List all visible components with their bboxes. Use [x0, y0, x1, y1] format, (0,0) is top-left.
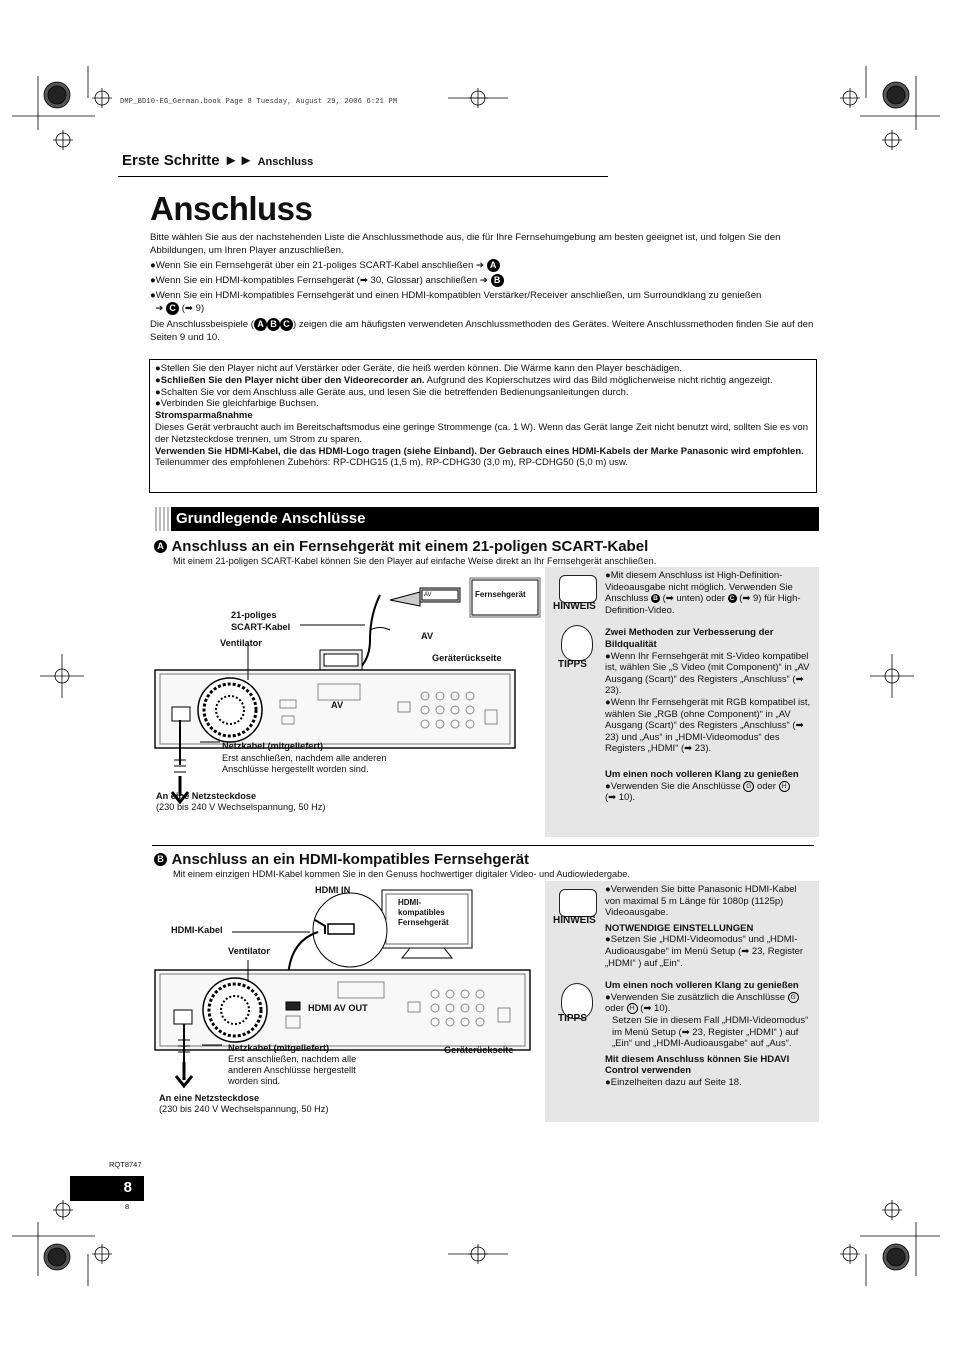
breadcrumb-rule	[118, 176, 608, 177]
power-title: Stromsparmaßnahme	[155, 410, 253, 422]
section-bar	[155, 507, 819, 531]
letter-a-badge: A	[154, 540, 167, 553]
sidebox-b	[545, 881, 819, 1122]
av-label-player: AV	[331, 700, 344, 710]
scart-cable-label-2: SCART-Kabel	[231, 622, 291, 632]
tipps-label-a: TIPPS	[558, 659, 587, 670]
intro	[150, 231, 820, 346]
power-cable-label-b: Netzkabel (mitgeliefert)	[228, 1043, 330, 1053]
outlet-label-b: An eine Netzsteckdose	[159, 1093, 260, 1103]
sound-b-1: ●Verwenden Sie zusätzlich die Anschlüsse G oder H (➡ 10).	[605, 992, 813, 1015]
scart-cable-label-1: 21-poliges	[231, 610, 277, 620]
intro-text: Bitte wählen Sie aus der nachstehenden Liste die Anschlussmethode aus, die für Ihre Fernsehumgebung am besten geeignet ist, und folgen Sie den Abbildungen, um Ihren Player anzuschließen.	[150, 232, 781, 256]
intro-bullet-c: ●Wenn Sie ein HDMI-kompatibles Fernsehgerät und einen HDMI-kompatiblen Verstärker/Receiver anschließen, um Surroundklang zu genießen ➔ C (➡ 9)	[150, 290, 762, 315]
tips-a-1: ●Wenn Ihr Fernsehgerät mit S-Video kompatibel ist, wählen Sie „S Video (mit Component)“ in „AV Ausgang (Scart)“ des Registers „Anschluss“ (➡ 23).	[605, 650, 810, 697]
sidebox-b-text	[605, 884, 813, 1089]
rear-label-b: Geräterückseite	[444, 1045, 514, 1055]
file-header: DMP_BD10-EG_German.book Page 8 Tuesday, August 29, 2006 6:21 PM	[120, 98, 398, 106]
section-b-desc: Mit einem einzigen HDMI-Kabel kommen Sie in den Genuss hochwertiger digitaler Video- und Audiowiedergabe.	[173, 869, 630, 879]
hdmi-out-label: HDMI AV OUT	[308, 1003, 368, 1013]
sound-b-title: Um einen noch volleren Klang zu genießen	[605, 980, 799, 992]
hdavi-title: Mit diesem Anschluss können Sie HDAVI Control verwenden	[605, 1053, 790, 1077]
letter-b-badge: B	[154, 853, 167, 866]
sidebox-a	[545, 567, 819, 837]
hdmi-note: Verwenden Sie HDMI-Kabel, die das HDMI-Logo tragen (siehe Einband). Der Gebrauch eines HDMI-Kabels der Marke Panasonic wird empfohlen.	[155, 445, 804, 457]
breadcrumb-main: Erste Schritte	[122, 152, 220, 169]
hdmi-in-label: HDMI IN	[315, 885, 351, 895]
warning-box	[149, 359, 817, 493]
sound-a-title: Um einen noch volleren Klang zu genießen	[605, 768, 799, 780]
settings-title: NOTWENDIGE EINSTELLUNGEN	[605, 922, 754, 934]
outlet-note-b: (230 bis 240 V Wechselspannung, 50 Hz)	[159, 1104, 329, 1114]
power-cable-label-a: Netzkabel (mitgeliefert)	[222, 741, 324, 751]
hint-icon-b	[559, 889, 597, 917]
page-title: Anschluss	[150, 190, 313, 227]
page-number-small: 8	[125, 1202, 130, 1211]
fan-label-b: Ventilator	[228, 946, 270, 956]
tv-b-label-2: kompatibles	[398, 908, 445, 917]
power-cable-note-b-2: anderen Anschlüsse hergestellt	[228, 1065, 356, 1075]
sidebox-a-text	[605, 570, 813, 804]
section-a-desc: Mit einem 21-poligen SCART-Kabel können Sie den Player auf einfache Weise direkt an Ihr Fernsehgerät anschließen.	[173, 556, 657, 566]
power-cable-note-b-3: worden sind.	[228, 1076, 281, 1086]
tips-a-2: ●Wenn Ihr Fernsehgerät mit RGB kompatibel ist, wählen Sie „RGB (ohne Component)“ in „AV Ausgang (Scart)“ des Registers „Anschluss“ (➡ 23) und „Aus“ in „HDMI-Videomodus“ des Registers „HDMI“ (➡ 23).	[605, 696, 811, 755]
hint-b-text: ●Verwenden Sie bitte Panasonic HDMI-Kabel von maximal 5 m Länge für 1080p (1125p) Videoausgabe.	[605, 884, 797, 919]
intro-bullet-b: ●Wenn Sie ein HDMI-kompatibles Fernsehgerät (➡ 30, Glossar) anschließen ➔ B	[150, 274, 820, 287]
page-number-box	[70, 1176, 144, 1201]
tv-b-label-3: Fernsehgerät	[398, 918, 449, 927]
power-cable-note-b-1: Erst anschließen, nachdem alle	[228, 1054, 357, 1064]
hdmi-cable-label: HDMI-Kabel	[171, 925, 223, 935]
section-bar-stripes	[155, 507, 171, 531]
tv-label: Fernsehgerät	[475, 590, 526, 599]
sound-a-1: ●Verwenden Sie die Anschlüsse G oder H (➡ 10).	[605, 781, 813, 804]
tv-b-label-1: HDMI-	[398, 898, 422, 907]
rear-label-a: Geräterückseite	[432, 653, 502, 663]
hint-a-text: ●Mit diesem Anschluss ist High-Definition-Videoausgabe nicht möglich. Verwenden Sie Anschluss B (➡ unten) oder C (➡ 9) für High-Definition-Video.	[605, 570, 801, 616]
outlet-note-a: (230 bis 240 V Wechselspannung, 50 Hz)	[156, 802, 326, 812]
power-cable-note-a-1: Erst anschließen, nachdem alle anderen	[222, 753, 387, 763]
document-code: RQT8747	[109, 1160, 142, 1169]
tipps-label-b: TIPPS	[558, 1013, 587, 1024]
hint-label-b: HINWEIS	[553, 915, 596, 926]
outlet-label-a: An eine Netzsteckdose	[156, 791, 257, 801]
hdavi-1: ●Einzelheiten dazu auf Seite 18.	[605, 1076, 742, 1088]
power-text: Dieses Gerät verbraucht auch im Bereitschaftsmodus eine geringe Strommenge (ca. 1 W). Wenn das Gerät lange Zeit nicht benutzt wird, sollten Sie es von der Netzsteckdose trennen, um Strom zu sparen.	[155, 421, 808, 445]
warning-1: ●Stellen Sie den Player nicht auf Verstärker oder Geräte, die heiß werden können. Die Wärme kann den Player beschädigen.	[155, 363, 682, 374]
breadcrumb-arrows: ►►	[223, 152, 254, 169]
section-title: Grundlegende Anschlüsse	[176, 510, 366, 527]
sound-b-2: Setzen Sie in diesem Fall „HDMI-Videomodus“ im Menü Setup (➡ 23, Register „HDMI“ ) auf „Ein“ und „HDMI-Audioausgabe“ auf „Aus“.	[612, 1014, 809, 1050]
breadcrumb	[122, 152, 313, 169]
tv-av-mark: AV	[424, 592, 432, 598]
section-b-heading: B Anschluss an ein HDMI-kompatibles Fernsehgerät	[154, 851, 529, 869]
tips-a-title: Zwei Methoden zur Verbesserung der Bildqualität	[605, 627, 774, 650]
av-label-tv: AV	[421, 631, 434, 641]
scart-diagram	[150, 570, 542, 820]
intro-bullet-a: ●Wenn Sie ein Fernsehgerät über ein 21-poliges SCART-Kabel anschließen ➔ A	[150, 259, 820, 272]
breadcrumb-sub: Anschluss	[257, 156, 314, 168]
warning-3: ●Schalten Sie vor dem Anschluss alle Geräte aus, und lesen Sie die betreffenden Bedienungsanleitungen durch.	[155, 386, 629, 398]
section-a-heading: A Anschluss an ein Fernsehgerät mit einem 21-poligen SCART-Kabel	[154, 538, 648, 556]
lightbulb-icon-a	[561, 625, 593, 661]
warning-4: ●Verbinden Sie gleichfarbige Buchsen.	[155, 398, 319, 410]
power-cable-note-a-2: Anschlüsse hergestellt worden sind.	[222, 764, 369, 774]
hint-label-a: HINWEIS	[553, 601, 596, 612]
intro-examples: Die Anschlussbeispiele ( A B C ) zeigen die am häufigsten verwendeten Anschlussmethoden des Gerätes. Weitere Anschlussmethoden finden Sie auf den Seiten 9 und 10.	[150, 319, 814, 344]
page-number: 8	[123, 1179, 132, 1196]
section-divider	[152, 845, 814, 846]
settings-1: ●Setzen Sie „HDMI-Videomodus“ und „HDMI-Audioausgabe“ im Menü Setup (➡ 23, Register „HDMI“ ) auf „Ein“.	[605, 934, 804, 969]
warning-2: ●Schließen Sie den Player nicht über den Videorecorder an. Aufgrund des Kopierschutzes wird das Bild möglicherweise nicht richtig angezeigt.	[155, 374, 773, 386]
fan-label-a: Ventilator	[220, 638, 262, 648]
hint-icon-a	[559, 575, 597, 603]
parts-note: Teilenummer des empfohlenen Zubehörs: RP-CDHG15 (1,5 m), RP-CDHG30 (3,0 m), RP-CDHG50 (5,0 m) usw.	[155, 457, 629, 469]
